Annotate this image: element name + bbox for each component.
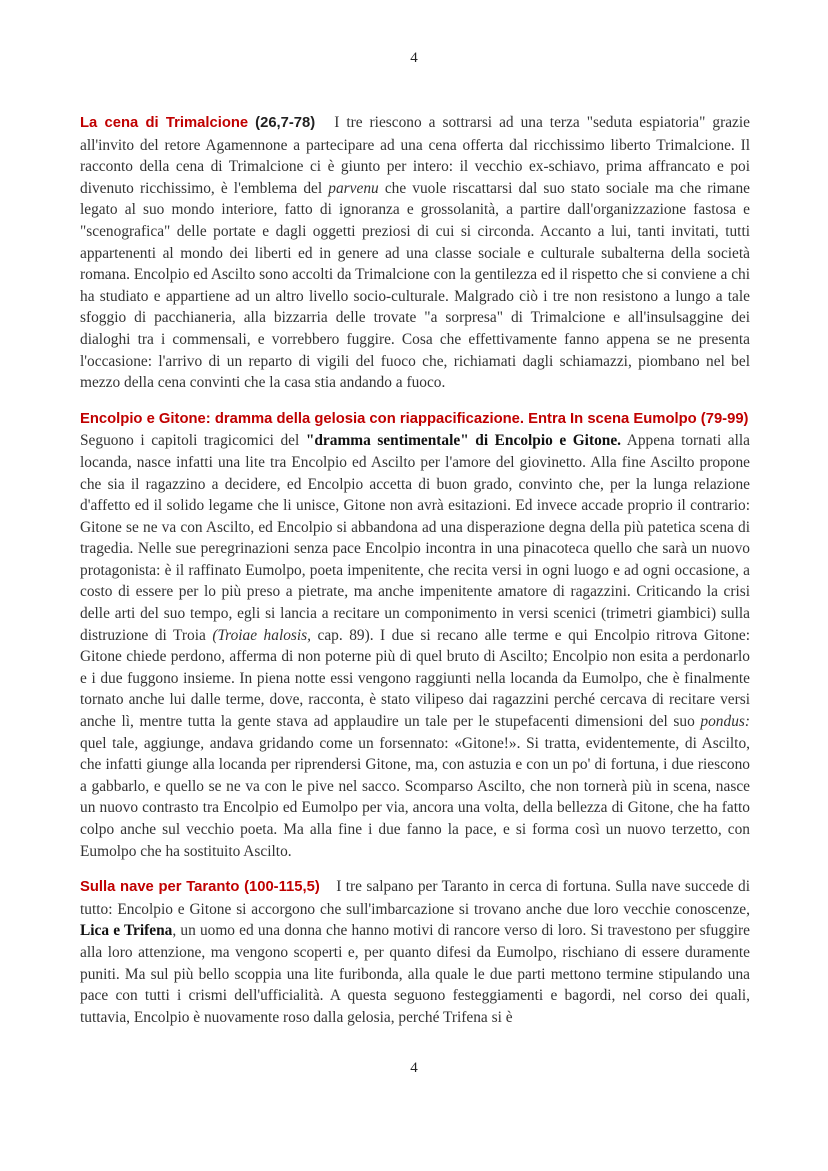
section-cena-trimalcione xyxy=(80,112,750,394)
section-nave-taranto xyxy=(80,876,750,1028)
paragraph-text: I tre salpano per Taranto in cerca di fortuna. Sulla nave succede di tutto: Encolpio e Gitone si accorgono che sull'imbarcazione si trovano anche due loro vecchie conoscenze, xyxy=(80,878,750,918)
italic-term: (Troiae halosis, xyxy=(212,626,312,644)
bold-term: Lica e Trifena xyxy=(80,922,173,940)
page-number-bottom: 4 xyxy=(410,1060,418,1076)
paragraph-text: cap. 89). I due si recano alle terme e qui Encolpio ritrova Gitone: Gitone chiede perdono, afferma di non poterne più di quel bruto di Ascilto; Encolpio non esita a perdonarlo e i due fuggono insieme. In piena notte essi vengono raggiunti nella locanda da Eumolpo, che è finalmente tornato anche lui dalle terme, dove, racconta, è stato vilipeso dai ragazzini perché cercava di recitare versi anche lì, mentre tutta la gente stava ad applaudire un tale per le stupefacenti dimensioni del suo xyxy=(80,626,750,731)
section-heading: La cena di Trimalcione xyxy=(80,115,249,131)
italic-term: parvenu xyxy=(328,179,379,197)
page-number-top: 4 xyxy=(410,50,418,66)
paragraph-text: , un uomo ed una donna che hanno motivi di rancore verso di loro. Si travestono per sfuggire alla loro attenzione, ma vengono scoperti e, per quanto difesi da Eumolpo, rischiano di essere duramente puniti. Ma sul più bello scoppia una lite furibonda, alla quale le due parti mettono termine stipulando una pace con tutti i crismi dell'ufficialità. A questa seguono festeggiamenti e bagordi, nel corso dei quali, tuttavia, Encolpio è nuovamente roso dalla gelosia, perché Trifena si è xyxy=(80,922,750,1026)
section-range: (26,7-78) xyxy=(255,115,316,131)
section-heading: Sulla nave per Taranto (100-115,5) xyxy=(80,879,320,896)
italic-term: pondus: xyxy=(700,713,750,731)
document-body xyxy=(80,112,750,1038)
paragraph-text: Seguono i capitoli tragicomici del xyxy=(80,432,300,450)
section-heading: Encolpio e Gitone: dramma della gelosia con riappacificazione. Entra In scena Eumolpo (79-99) xyxy=(80,410,749,427)
paragraph-text: Appena tornati alla locanda, nasce infatti una lite tra Encolpio ed Ascilto per l'amore del giovinetto. Alla fine Ascilto propone che sia il ragazzino a decidere, ed Encolpio accetta di buon grado, convinto che, per la lunga relazione d'affetto ed il solido legame che li unisce, Gitone non avrà esitazioni. Ed invece accade proprio il contrario: Gitone se ne va con Ascilto, ed Encolpio si abbandona ad una disperazione degna della più patetica scena di tragedia. Nelle sue peregrinazioni senza pace Encolpio incontra in una pinacoteca quello che sarà un nuovo protagonista: è il raffinato Eumolpo, poeta impenitente, che recita versi in ogni luogo e ad ogni occasione, a costo di essere per lo più preso a pietrate, ma anche impenitente amatore di ragazzini. Criticando la crisi delle arti del suo tempo, egli si lancia a recitare un componimento in versi scenici (trimetri giambici) sulla distruzione di Troia xyxy=(80,432,751,644)
section-encolpio-gitone xyxy=(80,408,750,862)
bold-term: "dramma sentimentale" di Encolpio e Gitone. xyxy=(305,432,622,450)
paragraph-text: I tre riescono a sottrarsi ad una terza "seduta espiatoria" grazie all'invito del retore Agamennone a partecipare ad una cena offerta dal ricchissimo liberto Trimalcione. Il racconto della cena di Trimalcione ci è giunto per intero: il vecchio ex-schiavo, prima affrancato e poi divenuto ricchissimo, è l'emblema del xyxy=(80,114,750,197)
paragraph-text: che vuole riscattarsi dal suo stato sociale ma che rimane legato al suo mondo interiore, fatto di ignoranza e grossolanità, a partire dall'organizzazione fastosa e "scenografica" delle portate e dagli oggetti preziosi di cui si circonda. Accanto a lui, tanti invitati, tutti appartenenti al mondo dei liberti ed in genere ad una classe sociale e culturale subalterna della società romana. Encolpio ed Ascilto sono accolti da Trimalcione con la gentilezza ed il rispetto che si conviene a chi ha studiato e appartiene ad un altro livello socio-culturale. Malgrado ciò i tre non resistono a lungo a tale sfoggio di pacchianeria, alla bizzarria delle trovate "a sorpresa" di Trimalcione e all'insulsaggine dei dialoghi tra i commensali, e vorrebbero fuggire. Cosa che effettivamente fanno appena se ne presenta l'occasione: l'arrivo di un reparto di vigili del fuoco che, richiamati dagli schiamazzi, piombano nel bel mezzo della cena convinti che la casa stia andando a fuoco. xyxy=(80,179,750,392)
paragraph-text: quel tale, aggiunge, andava gridando come un forsennato: «Gitone!». Si tratta, evidentemente, di Ascilto, che infatti giunge alla locanda per riprendersi Gitone, ma, con astuzia e con un po' di fortuna, i due riescono a gabbarlo, e quello se ne va con le pive nel sacco. Scomparso Ascilto, che non tornerà più in scena, nasce un nuovo contrasto tra Encolpio ed Eumolpo per via, ancora una volta, della bellezza di Gitone, che ha fatto colpo anche sul vecchio poeta. Ma alla fine i due fanno la pace, e si forma così un nuovo terzetto, con Eumolpo che ha sostituito Ascilto. xyxy=(80,734,750,860)
